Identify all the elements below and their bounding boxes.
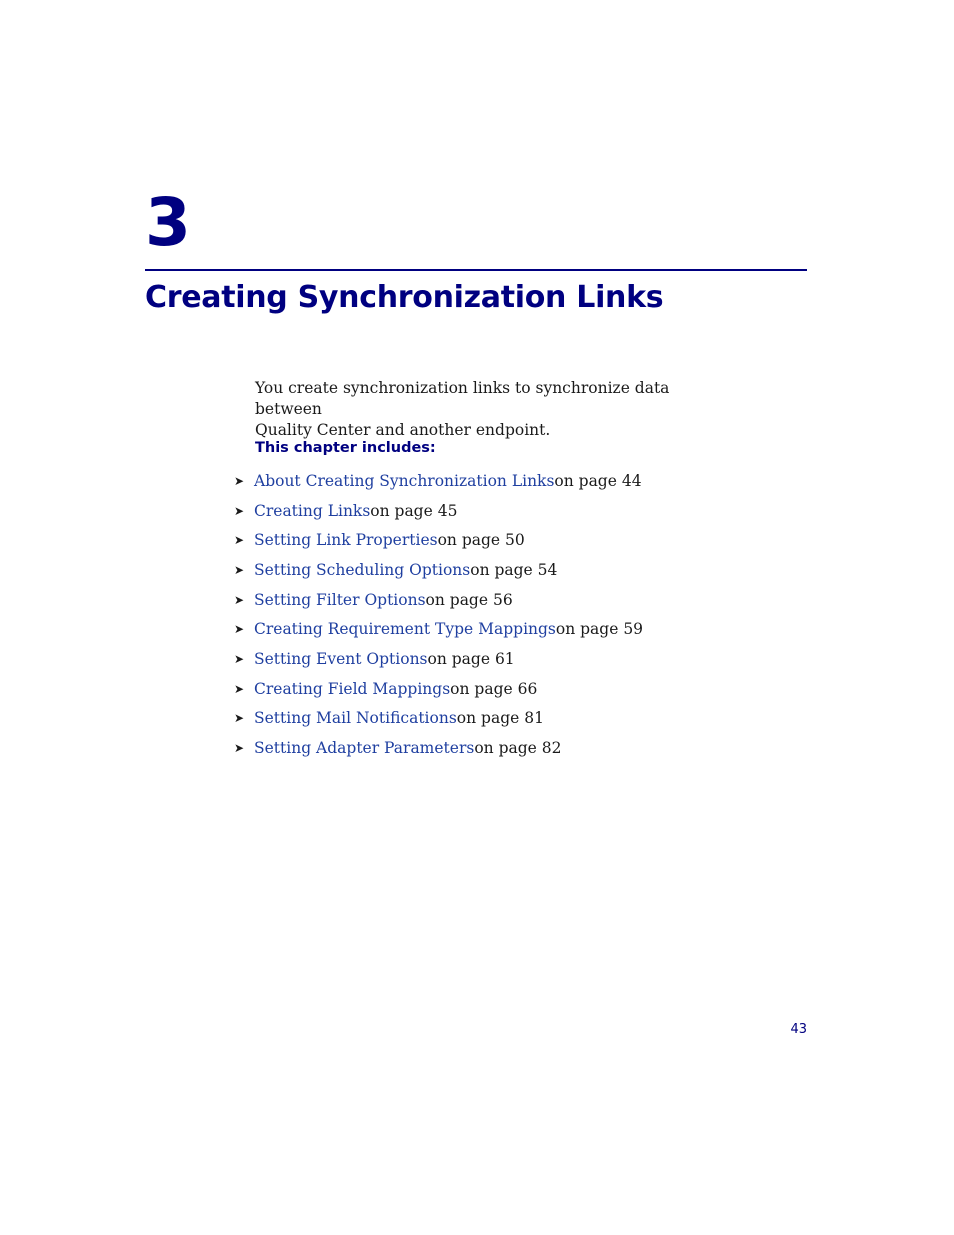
- chapter-intro: [255, 378, 725, 441]
- intro-line-2: Quality Center and another endpoint.: [255, 421, 551, 439]
- toc-page-ref: on page 59: [555, 620, 644, 639]
- toc-link[interactable]: Setting Mail Notifications: [254, 709, 457, 728]
- chapter-rule: [145, 269, 807, 271]
- arrow-bullet-icon: ➤: [234, 533, 245, 548]
- arrow-bullet-icon: ➤: [234, 622, 245, 637]
- arrow-bullet-icon: ➤: [234, 503, 245, 518]
- page-number: 43: [790, 1022, 807, 1037]
- toc-page-ref: on page 54: [470, 560, 558, 579]
- toc-item: [234, 585, 643, 615]
- toc-page-ref: on page 81: [456, 709, 544, 728]
- toc-page-ref: on page 44: [554, 471, 642, 490]
- toc-item: [234, 614, 643, 644]
- arrow-bullet-icon: ➤: [234, 741, 245, 756]
- toc-link[interactable]: Setting Filter Options: [254, 590, 426, 609]
- toc-page-ref: on page 61: [427, 649, 515, 668]
- toc-page-ref: on page 66: [450, 679, 538, 698]
- chapter-title: Creating Synchronization Links: [145, 280, 664, 315]
- chapter-includes-heading: This chapter includes:: [255, 440, 436, 456]
- toc-link[interactable]: Setting Scheduling Options: [254, 560, 471, 579]
- toc-page-ref: on page 50: [437, 531, 525, 550]
- toc-item: [234, 704, 643, 734]
- toc-link[interactable]: Creating Links: [254, 501, 371, 520]
- arrow-bullet-icon: ➤: [234, 473, 245, 488]
- intro-line-1: You create synchronization links to synchronize data between: [255, 379, 670, 418]
- arrow-bullet-icon: ➤: [234, 711, 245, 726]
- toc-link[interactable]: Setting Link Properties: [254, 531, 438, 550]
- toc-item: [234, 466, 643, 496]
- toc-link[interactable]: Setting Event Options: [254, 649, 428, 668]
- toc-page-ref: on page 56: [425, 590, 513, 609]
- toc-item: [234, 555, 643, 585]
- arrow-bullet-icon: ➤: [234, 681, 245, 696]
- toc-item: [234, 496, 643, 526]
- chapter-toc-list: [234, 466, 643, 763]
- toc-link[interactable]: Creating Field Mappings: [254, 679, 451, 698]
- toc-item: [234, 674, 643, 704]
- arrow-bullet-icon: ➤: [234, 592, 245, 607]
- toc-item: [234, 644, 643, 674]
- chapter-number: 3: [145, 184, 191, 261]
- toc-item: [234, 525, 643, 555]
- toc-link[interactable]: Setting Adapter Parameters: [254, 739, 475, 758]
- toc-link[interactable]: Creating Requirement Type Mappings: [254, 620, 556, 639]
- arrow-bullet-icon: ➤: [234, 651, 245, 666]
- toc-page-ref: on page 45: [370, 501, 458, 520]
- toc-item: [234, 733, 643, 763]
- toc-link[interactable]: About Creating Synchronization Links: [254, 471, 555, 490]
- arrow-bullet-icon: ➤: [234, 562, 245, 577]
- toc-page-ref: on page 82: [474, 739, 562, 758]
